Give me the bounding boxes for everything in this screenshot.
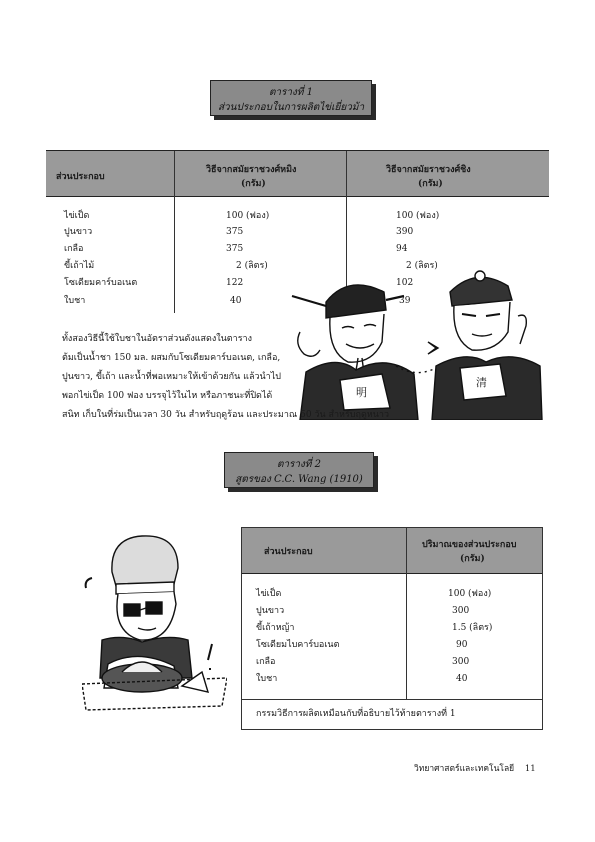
table2-note: กรรมวิธีการผลิตเหมือนกับที่อธิบายไว้ท้ายตารางที่ 1	[256, 709, 456, 719]
footer-title: วิทยาศาสตร์และเทคโนโลยี	[414, 764, 515, 774]
table2-divider	[406, 528, 407, 699]
table2: ส่วนประกอบ ปริมาณของส่วนประกอบ (กรัม) ไข่เป็ด 100 (ฟอง) ปูนขาว 300 ขี้เถ้าหญ้า 1.5 (ลิตร) โซเดียมไบคาร์บอเนต 90 เกลือ 300 ใบชา 40 กรรมวิธีการผลิตเหมือนกับที่อธิบายไว้ท้ายตารางที่ 1	[241, 527, 543, 730]
page-number: 11	[524, 764, 536, 774]
table1-header-ming-unit: (กรัม)	[241, 179, 266, 189]
table2-caption	[224, 452, 374, 488]
table1-caption-title: ส่วนประกอบในการผลิตไข่เยี่ยวม้า	[217, 102, 365, 113]
table2-note-divider	[242, 699, 542, 700]
table1-header	[46, 151, 549, 197]
table2-header-unit: (กรัม)	[460, 554, 485, 564]
page-footer	[414, 761, 536, 775]
chef-illustration	[82, 528, 227, 723]
qing-fan-label: 清	[476, 376, 487, 389]
table2-header-amount: ปริมาณของส่วนประกอบ	[422, 540, 517, 550]
table1-divider-1	[174, 151, 175, 313]
table1-header-ming: วิธีจากสมัยราชวงศ์หมิง	[206, 165, 297, 175]
table1-header-component: ส่วนประกอบ	[56, 172, 105, 182]
ming-fan-label: 明	[356, 386, 367, 399]
table1-header-qing: วิธีจากสมัยราชวงศ์ชิง	[386, 165, 471, 175]
table2-caption-title: สูตรของ C.C. Wang (1910)	[235, 474, 363, 485]
table1-caption-number: ตารางที่ 1	[268, 87, 314, 98]
table1: ส่วนประกอบ วิธีจากสมัยราชวงศ์หมิง (กรัม) วิธีจากสมัยราชวงศ์ชิง (กรัม) ไข่เป็ด 100 (ฟอง) 100 (ฟอง) ปูนขาว 375 390 เกลือ 375 94 ขี้เถ้าไม้ 2 (ลิตร) 2 (ลิตร) โซเดียมคาร์บอเนต 122 102 ใบชา 40 39	[46, 150, 549, 313]
table2-caption-number: ตารางที่ 2	[276, 459, 322, 470]
table1-caption	[210, 80, 372, 116]
table1-header-qing-unit: (กรัม)	[418, 179, 443, 189]
body-paragraph: ทั้งสองวิธีนี้ใช้ใบชาในอัตราส่วนดังแสดงในตาราง ต้มเป็นน้ำชา 150 มล. ผสมกับโซเดียมคาร์บอเนต, เกลือ, ปูนขาว, ขี้เถ้า และน้ำที่พอเหมาะให้เข้าด้วยกัน แล้วนำไป พอกไข่เป็ด 100 ฟอง บรรจุไว้ในไห หรือภาชนะที่ปิดได้ สนิท เก็บในที่ร่มเป็นเวลา 30 วัน สำหรับฤดูร้อน และประมาณ 50 วัน สำหรับฤดูหนาว	[62, 334, 389, 420]
table2-header-component: ส่วนประกอบ	[264, 547, 313, 557]
